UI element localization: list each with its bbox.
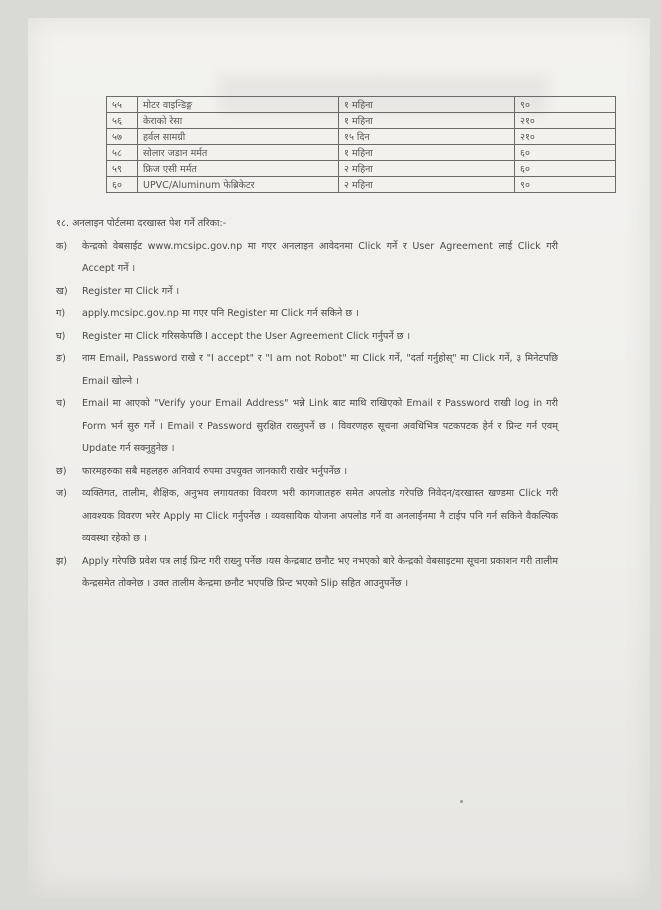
list-item bbox=[56, 326, 558, 349]
item-text: Email मा आएको "Verify your Email Address" भन्ने Link बाट माथि राखिएको Email र Password राखी log in गरी Form भर्न सुरु गर्ने । Email र Password सुरक्षित राख्नुपर्ने छ । विवरणहरु सूचना अवधिभित्र पटकपटक हेर्न र प्रिन्ट गर्न एवम् Update गर्न सक्नुहुनेछ । bbox=[82, 398, 558, 454]
course-duration: १ महिना bbox=[339, 113, 515, 129]
course-fee: ९० bbox=[515, 177, 616, 193]
course-fee: ६० bbox=[515, 145, 616, 161]
item-marker: झ) bbox=[56, 555, 67, 567]
item-marker: ज) bbox=[56, 488, 67, 499]
list-item bbox=[56, 281, 558, 304]
row-number: ५७ bbox=[107, 129, 138, 145]
course-duration: २ महिना bbox=[339, 177, 515, 193]
course-name: मोटर वाइन्डिङ्ग bbox=[138, 97, 339, 113]
item-marker: च) bbox=[56, 398, 66, 409]
list-item bbox=[56, 303, 558, 326]
course-fee: ६० bbox=[515, 161, 616, 177]
course-fee: ९० bbox=[515, 97, 616, 113]
course-fee: २१० bbox=[515, 129, 616, 145]
course-duration: १ महिना bbox=[339, 145, 515, 161]
course-table bbox=[106, 96, 616, 193]
item-marker: ख) bbox=[56, 285, 68, 297]
application-instructions bbox=[56, 213, 558, 596]
table-row bbox=[107, 177, 616, 193]
list-item bbox=[56, 483, 558, 551]
course-name: केराको रेसा bbox=[138, 113, 339, 129]
list-item bbox=[56, 236, 558, 281]
list-item bbox=[56, 461, 558, 484]
item-text: apply.mcsipc.gov.np मा गएर पनि Register मा Click गर्न सकिने छ । bbox=[82, 308, 359, 319]
row-number: ५६ bbox=[107, 113, 138, 129]
row-number: ५९ bbox=[107, 161, 138, 177]
item-text: व्यक्तिगत, तालीम, शैक्षिक, अनुभव लगायतका विवरण भरी कागजातहरु समेत अपलोड गरेपछि निवेदन/दरखास्त खण्डमा Click गरी आवश्यक विवरण भरेर Apply मा Click गर्नुपर्नेछ । व्यवसायिक योजना अपलोड गर्ने वा अनलाईनमा नै टाईप पनि गर्न सकिने वैकल्पिक व्यवस्था रहेको छ । bbox=[82, 488, 558, 544]
course-fee: २१० bbox=[515, 113, 616, 129]
item-marker: ग) bbox=[56, 308, 66, 319]
list-item bbox=[56, 551, 558, 596]
row-number: ५५ bbox=[107, 97, 138, 113]
table-row bbox=[107, 113, 616, 129]
scan-speck bbox=[460, 800, 463, 803]
row-number: ५८ bbox=[107, 145, 138, 161]
item-text: Register मा Click गर्ने । bbox=[82, 285, 180, 297]
item-text: Register मा Click गरिसकेपछि I accept the User Agreement Click गर्नुपर्ने छ । bbox=[82, 330, 411, 342]
item-text: केन्द्रको वेबसाईट www.mcsipc.gov.np मा गएर अनलाइन आवेदनमा Click गर्ने र User Agreement लाई Click गरी Accept गर्ने । bbox=[82, 240, 558, 274]
section-heading: १८. अनलाइन पोर्टलमा दरखास्त पेश गर्ने तरिका:- bbox=[56, 218, 227, 229]
table-row bbox=[107, 145, 616, 161]
item-marker: घ) bbox=[56, 330, 66, 342]
row-number: ६० bbox=[107, 177, 138, 193]
item-text: फारमहरुका सबै महलहरु अनिवार्य रुपमा उपयुक्त जानकारी राखेर भर्नुपर्नेछ । bbox=[82, 465, 348, 477]
list-item bbox=[56, 348, 558, 393]
item-text: नाम Email, Password राखे र "I accept" र "I am not Robot" मा Click गर्ने, "दर्ता गर्नुहोस्" मा Click गर्ने, ३ मिनेटपछि Email खोल्ने । bbox=[82, 353, 558, 387]
course-duration: १५ दिन bbox=[339, 129, 515, 145]
table-row bbox=[107, 129, 616, 145]
table-row bbox=[107, 97, 616, 113]
course-name: सोलार जडान मर्मत bbox=[138, 145, 339, 161]
course-name: UPVC/Aluminum फेब्रिकेटर bbox=[138, 177, 339, 193]
item-text: Apply गरेपछि प्रवेश पत्र लाई प्रिन्ट गरी राख्नु पर्नेछ ।यस केन्द्रबाट छनौट भए नभएको बारे केन्द्रको वेबसाइटमा सूचना प्रकाशन गरी तालीम केन्द्रसमेत तोक्नेछ । उक्त तालीम केन्द्रमा छनौट भएपछि प्रिन्ट भएको Slip सहित आउनुपर्नेछ । bbox=[82, 555, 558, 589]
course-name: हर्वल सामग्री bbox=[138, 129, 339, 145]
item-marker: ङ) bbox=[56, 353, 66, 364]
list-item bbox=[56, 393, 558, 461]
item-marker: छ) bbox=[56, 465, 67, 477]
course-name: फ्रिज एसी मर्मत bbox=[138, 161, 339, 177]
table-row bbox=[107, 161, 616, 177]
course-duration: २ महिना bbox=[339, 161, 515, 177]
course-duration: १ महिना bbox=[339, 97, 515, 113]
item-marker: क) bbox=[56, 240, 68, 252]
